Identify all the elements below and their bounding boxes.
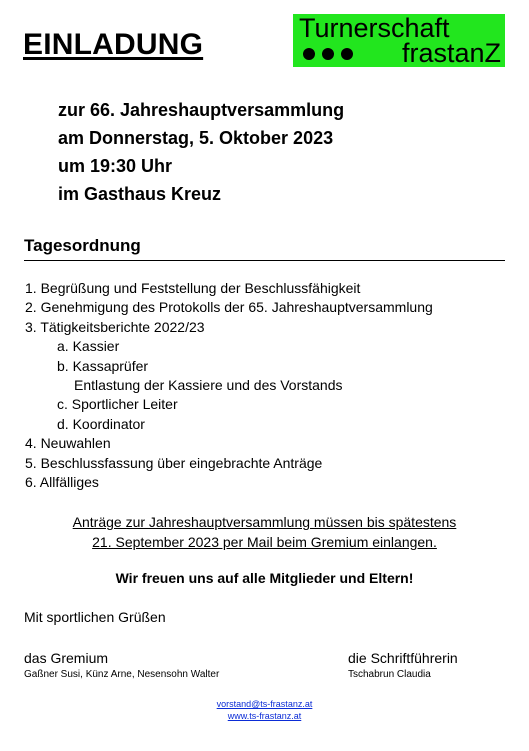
contact-links (0, 698, 529, 722)
page-title: EINLADUNG (23, 28, 204, 61)
event-time: um 19:30 Uhr (58, 156, 173, 176)
welcome-message: Wir freuen uns auf alle Mitglieder und Eltern! (115, 570, 414, 586)
event-occasion: zur 66. Jahreshauptversammlung (58, 100, 345, 120)
event-details (58, 96, 344, 208)
event-date: am Donnerstag, 5. Oktober 2023 (58, 128, 334, 148)
agenda-subitem: b. Kassaprüfer (57, 357, 149, 374)
logo-dot (341, 48, 353, 60)
divider (24, 260, 505, 261)
logo-dot (303, 48, 315, 60)
signature-role: das Gremium (24, 650, 109, 666)
signature-names: Gaßner Susi, Künz Arne, Nesensohn Walter (24, 669, 220, 680)
notice-line: Anträge zur Jahreshauptversammlung müssen bis spätestens (72, 514, 457, 530)
agenda-subitem: d. Koordinator (57, 415, 145, 432)
agenda-item: 6. Allfälliges (25, 474, 99, 491)
agenda-item: 4. Neuwahlen (25, 435, 111, 452)
website-link[interactable]: www.ts-frastanz.at (227, 711, 302, 721)
agenda-heading: Tagesordnung (24, 236, 141, 255)
signature-role: die Schriftführerin (348, 650, 458, 666)
event-location: im Gasthaus Kreuz (58, 184, 222, 204)
agenda-subitem: a. Kassier (57, 338, 120, 355)
deadline-notice (0, 512, 529, 552)
agenda-list (25, 279, 433, 492)
closing-greeting: Mit sportlichen Grüßen (24, 609, 166, 625)
logo-text-top: Turnerschaft (299, 13, 450, 43)
agenda-item: 1. Begrüßung und Feststellung der Beschlussfähigkeit (25, 280, 361, 296)
email-link[interactable]: vorstand@ts-frastanz.at (216, 699, 313, 709)
signature-left (24, 649, 219, 683)
agenda-subitem: c. Sportlicher Leiter (57, 396, 178, 413)
agenda-subitem-note: Entlastung der Kassiere und des Vorstands (74, 377, 343, 394)
notice-line: 21. September 2023 per Mail beim Gremium einlangen. (92, 534, 437, 550)
logo-dot (322, 48, 334, 60)
signature-names: Tschabrun Claudia (348, 669, 431, 680)
agenda-item: 5. Beschlussfassung über eingebrachte Anträge (25, 454, 323, 471)
agenda-item: 3. Tätigkeitsberichte 2022/23 (25, 318, 205, 335)
logo-text-bottom: frastanZ (401, 38, 501, 68)
club-logo (293, 14, 505, 67)
signature-right (348, 649, 458, 683)
logo-dots (303, 48, 353, 60)
agenda-item: 2. Genehmigung des Protokolls der 65. Jahreshauptversammlung (25, 299, 433, 316)
